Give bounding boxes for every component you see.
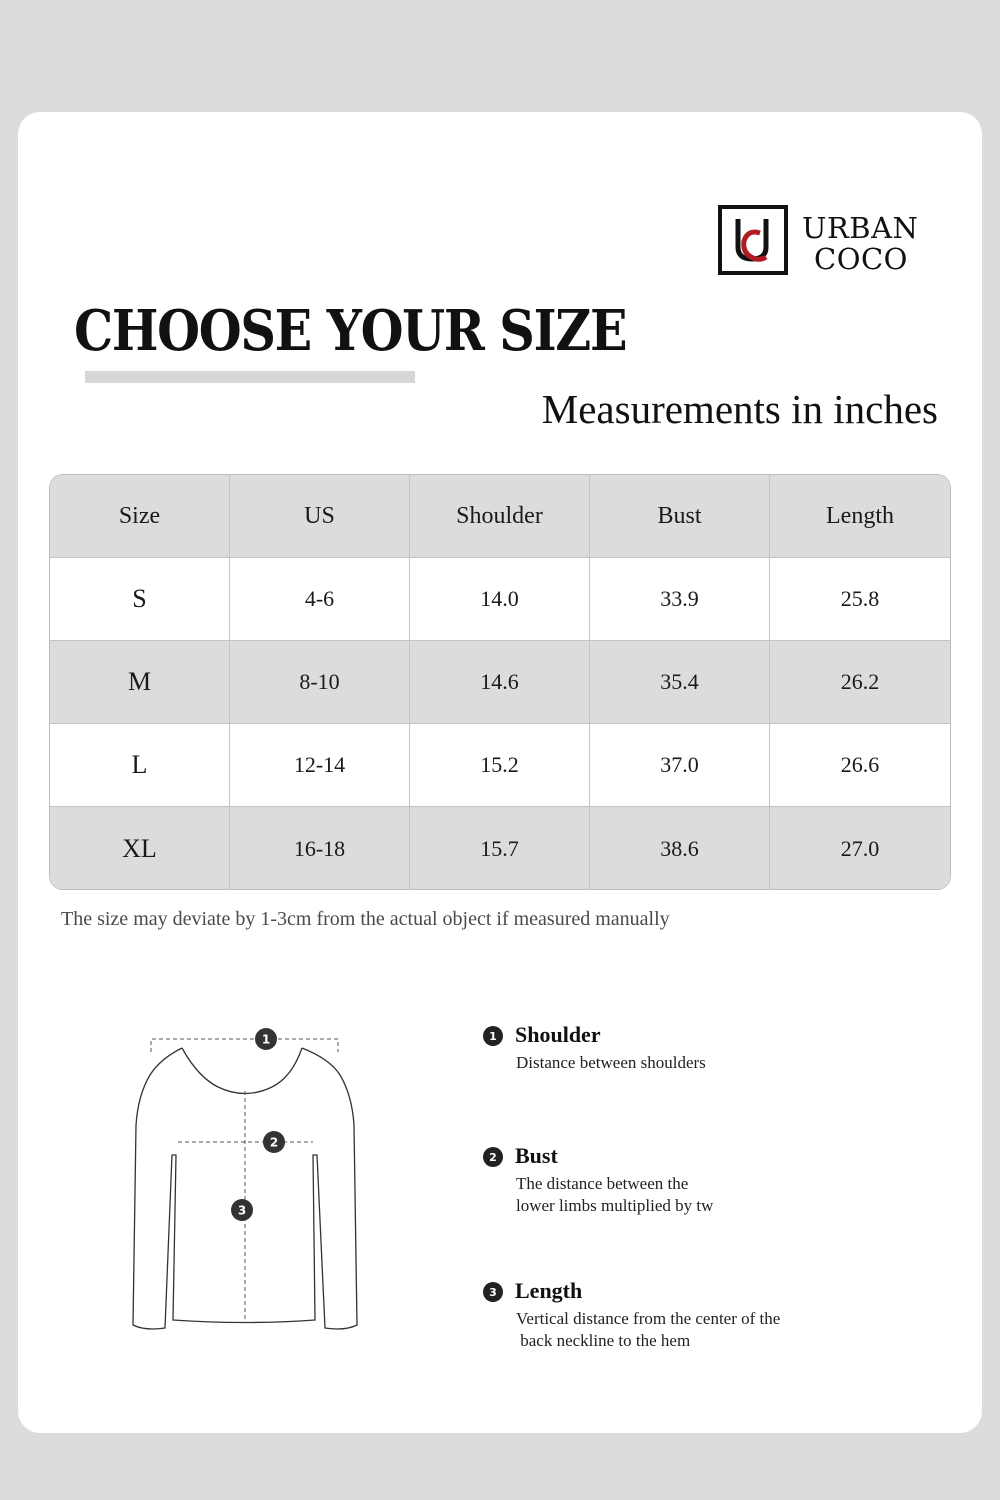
- size-table: [49, 474, 951, 890]
- table-cell: 14.6: [410, 641, 590, 723]
- table-cell: 33.9: [590, 558, 770, 640]
- table-cell: 37.0: [590, 724, 770, 806]
- table-cell: 8-10: [230, 641, 410, 723]
- table-row: [50, 641, 950, 724]
- table-cell: 15.2: [410, 724, 590, 806]
- brand-name: [802, 213, 918, 275]
- table-cell: 12-14: [230, 724, 410, 806]
- table-cell: 26.6: [840, 752, 880, 777]
- diagram-marker-1: [255, 1028, 277, 1050]
- svg-text:3: 3: [237, 1203, 247, 1218]
- legend-title: Shoulder: [515, 1022, 601, 1047]
- table-cell: M: [50, 641, 230, 723]
- table-row: [50, 724, 950, 807]
- measurement-note: The size may deviate by 1-3cm from the actual object if measured manually: [61, 908, 670, 930]
- column-header: US: [230, 475, 410, 557]
- table-cell: 15.7: [410, 807, 590, 890]
- legend-title: Bust: [515, 1143, 558, 1168]
- number-badge: 1: [483, 1026, 503, 1046]
- column-header: Shoulder: [410, 475, 590, 557]
- table-cell: L: [50, 724, 230, 806]
- svg-text:1: 1: [261, 1032, 271, 1047]
- logo-monogram: [718, 205, 788, 275]
- table-cell: 4-6: [230, 558, 410, 640]
- table-row: [50, 807, 950, 890]
- column-header: Size: [50, 475, 230, 557]
- brand-line-1: URBAN: [802, 211, 919, 245]
- table-cell: 35.4: [590, 641, 770, 723]
- table-header-row: [50, 475, 950, 558]
- legend-description: Distance between shoulders: [516, 1053, 706, 1072]
- number-badge: 3: [483, 1282, 503, 1302]
- legend-description: The distance between the lower limbs multiplied by tw: [516, 1174, 714, 1215]
- table-cell: 14.0: [410, 558, 590, 640]
- title-underline: [85, 371, 415, 383]
- column-header: Length: [826, 502, 894, 529]
- garment-diagram: [120, 1015, 370, 1345]
- table-cell: XL: [50, 807, 230, 890]
- brand-logo: [718, 205, 928, 285]
- page-title: CHOOSE YOUR SIZE: [74, 298, 627, 364]
- table-cell: S: [50, 558, 230, 640]
- table-cell: 38.6: [590, 807, 770, 890]
- column-header: Bust: [590, 475, 770, 557]
- diagram-marker-3: [231, 1199, 253, 1221]
- table-cell: 16-18: [230, 807, 410, 890]
- svg-text:2: 2: [269, 1135, 279, 1150]
- diagram-marker-2: [263, 1131, 285, 1153]
- units-label: Measurements in inches: [541, 386, 938, 432]
- table-cell: 27.0: [840, 835, 880, 861]
- table-cell: 26.2: [840, 669, 880, 694]
- table-row: [50, 558, 950, 641]
- shirt-outline: [120, 1015, 370, 1345]
- table-cell: 25.8: [840, 586, 880, 611]
- brand-line-2: COCO: [814, 242, 908, 276]
- number-badge: 2: [483, 1147, 503, 1167]
- legend-title: Length: [515, 1278, 583, 1303]
- legend-description: Vertical distance from the center of the back neckline to the hem: [516, 1309, 781, 1350]
